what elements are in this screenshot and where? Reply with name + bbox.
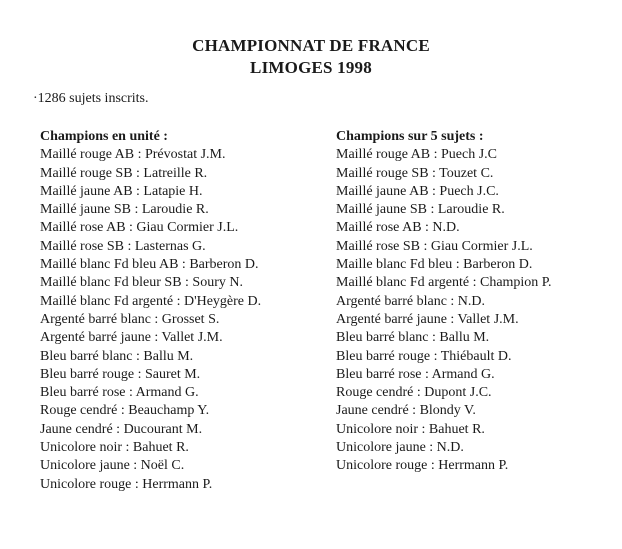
list-item: Rouge cendré : Beauchamp Y. (40, 403, 210, 419)
list-item: Unicolore noir : Bahuet R. (40, 440, 189, 456)
list-item: Maillé rose AB : N.D. (336, 220, 460, 236)
list-item: Maillé rouge AB : Puech J.C (336, 147, 497, 163)
list-item: Argenté barré blanc : N.D. (336, 293, 486, 309)
champions-five-heading: Champions sur 5 sujets : (336, 129, 484, 144)
list-item: Rouge cendré : Dupont J.C. (336, 385, 492, 401)
list-item: Unicolore rouge : Herrmann P. (40, 476, 213, 492)
list-item: Bleu barré rouge : Sauret M. (40, 366, 201, 382)
list-item: Argenté barré jaune : Vallet J.M. (40, 330, 223, 346)
list-item: Maillé rose SB : Giau Cormier J.L. (336, 238, 533, 254)
list-item: Jaune cendré : Ducourant M. (40, 421, 203, 437)
document-subtitle: LIMOGES 1998 (250, 58, 372, 77)
champions-single-heading: Champions en unité : (40, 129, 168, 144)
list-item: Maillé rouge SB : Touzet C. (336, 165, 494, 181)
champions-five-list (336, 146, 606, 475)
list-item: Unicolore jaune : N.D. (336, 440, 464, 456)
list-item: Bleu barré rouge : Thiébault D. (336, 348, 512, 364)
champions-single-list (40, 146, 325, 494)
list-item: Maillé rouge AB : Prévostat J.M. (40, 147, 226, 163)
list-item: Argenté barré jaune : Vallet J.M. (336, 311, 519, 327)
list-item: Bleu barré rose : Armand G. (40, 385, 199, 401)
list-item: Jaune cendré : Blondy V. (336, 403, 476, 419)
list-item: Argenté barré blanc : Grosset S. (40, 311, 220, 327)
list-item: Maillé jaune SB : Laroudie R. (336, 202, 505, 218)
list-item: Maillé blanc Fd bleur SB : Soury N. (40, 275, 243, 291)
list-item: Maillé rouge SB : Latreille R. (40, 165, 208, 181)
list-item: Maillé jaune SB : Laroudie R. (40, 202, 209, 218)
registration-count: ·1286 sujets inscrits. (33, 91, 149, 106)
list-item: Maillé jaune AB : Latapie H. (40, 183, 203, 199)
document-title: CHAMPIONNAT DE FRANCE (192, 36, 430, 55)
champions-single-column (40, 128, 325, 494)
list-item: Maille blanc Fd bleu : Barberon D. (336, 257, 533, 273)
list-item: Unicolore jaune : Noël C. (40, 458, 185, 474)
list-item: Maillé jaune AB : Puech J.C. (336, 183, 499, 199)
list-item: Maillé blanc Fd argenté : D'Heygère D. (40, 293, 262, 309)
list-item: Unicolore rouge : Herrmann P. (336, 458, 509, 474)
list-item: Bleu barré rose : Armand G. (336, 366, 495, 382)
list-item: Bleu barré blanc : Ballu M. (336, 330, 490, 346)
champions-five-column (336, 128, 606, 476)
list-item: Bleu barré blanc : Ballu M. (40, 348, 194, 364)
list-item: Maillé blanc Fd bleu AB : Barberon D. (40, 257, 259, 273)
list-item: Maillé blanc Fd argenté : Champion P. (336, 275, 552, 291)
list-item: Unicolore noir : Bahuet R. (336, 421, 485, 437)
list-item: Maillé rose AB : Giau Cormier J.L. (40, 220, 239, 236)
list-item: Maillé rose SB : Lasternas G. (40, 238, 206, 254)
